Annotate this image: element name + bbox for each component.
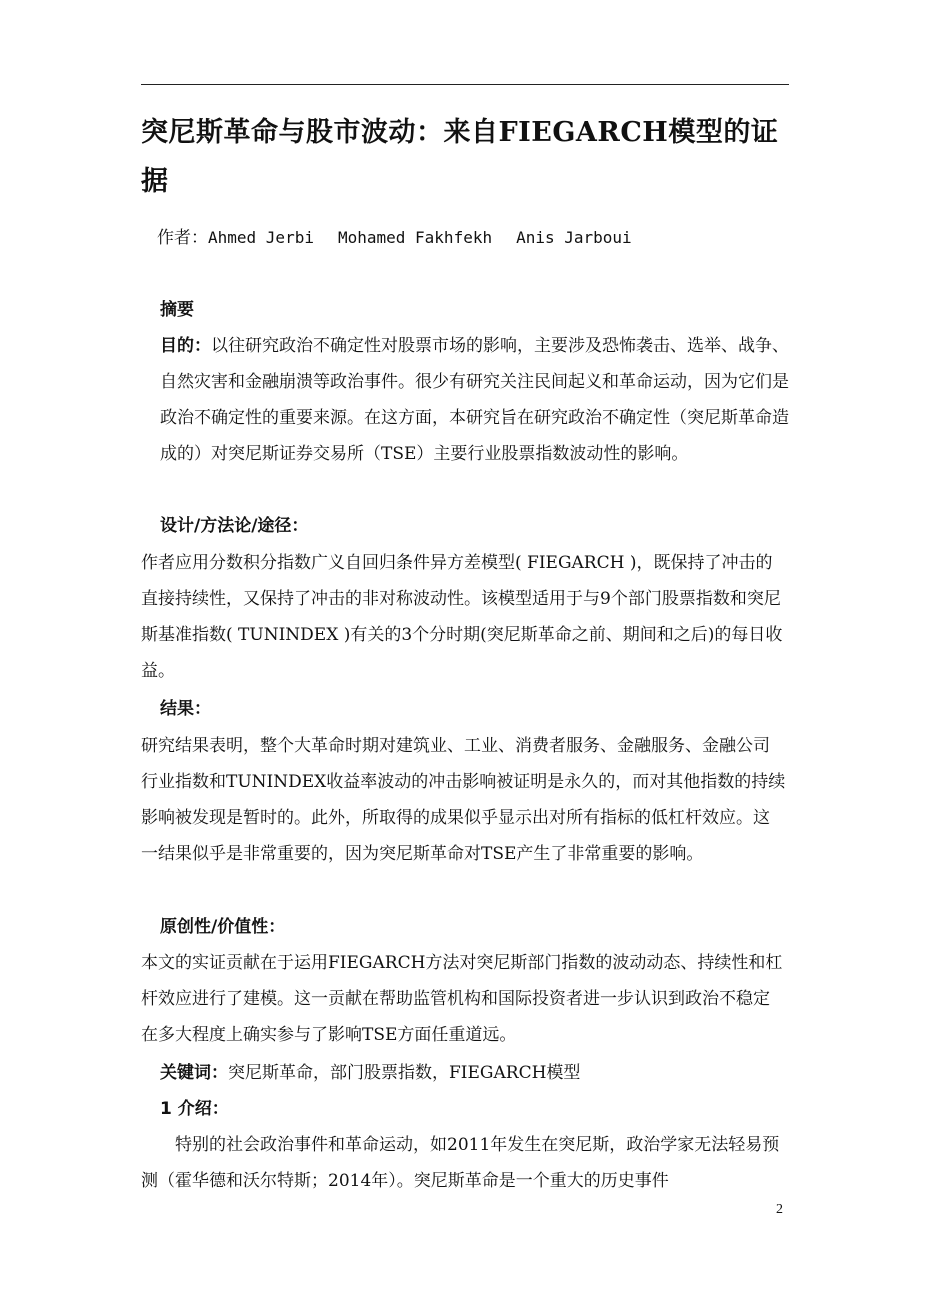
results-paragraph: 研究结果表明，整个大革命时期对建筑业、工业、消费者服务、金融服务、金融公司行业指数和TUNINDEX收益率波动的冲击影响被证明是永久的，而对其他指数的持续影响被发现是暂时的。此外，所取得的成果似乎显示出对所有指标的低杠杆效应。这一结果似乎是非常重要的，因为突尼斯革命对TSE产生了非常重要的影响。 [141,736,786,864]
originality-heading-block [141,909,805,945]
originality-label: 原创性/价值性： [160,917,286,937]
intro-heading: 1 介绍： [160,1099,229,1119]
author-name: Ahmed Jerbi [208,228,314,247]
author-line [157,226,632,250]
page-number: 2 [776,1202,783,1217]
keywords-label: 关键词： [160,1063,228,1083]
design-heading-block [141,508,805,544]
originality-paragraph: 本文的实证贡献在于运用FIEGARCH方法对突尼斯部门指数的波动动态、持续性和杠杆效应进行了建模。这一贡献在帮助监管机构和国际投资者进一步认识到政治不稳定在多大程度上确实参与了影响TSE方面任重道远。 [141,953,783,1045]
authors-prefix: 作者： [157,228,208,248]
intro-heading-block [141,1091,805,1127]
design-paragraph: 作者应用分数积分指数广义自回归条件异方差模型( FIEGARCH )，既保持了冲击的直接持续性，又保持了冲击的非对称波动性。该模型适用于与9个部门股票指数和突尼斯基准指数( TUNINDEX )有关的3个分时期(突尼斯革命之前、期间和之后)的每日收益。 [141,553,783,681]
keywords-line [141,1055,805,1091]
intro-paragraph: 特别的社会政治事件和革命运动，如2011年发生在突尼斯，政治学家无法轻易预测（霍华德和沃尔特斯；2014年）。突尼斯革命是一个重大的历史事件 [141,1135,780,1191]
keywords-text: 突尼斯革命，部门股票指数，FIEGARCH模型 [228,1063,581,1083]
abstract-heading: 摘要 [160,300,194,320]
results-label: 结果： [160,699,211,719]
author-name: Anis Jarboui [516,228,632,247]
design-label: 设计/方法论/途径： [160,516,309,536]
paper-title: 突尼斯革命与股市波动：来自FIEGARCH模型的证据 [141,117,779,197]
abstract-heading-block [141,292,805,328]
results-heading-block [141,691,805,727]
author-name: Mohamed Fakhfekh [337,228,493,247]
header-rule [141,84,789,85]
purpose-text: 以往研究政治不确定性对股票市场的影响，主要涉及恐怖袭击、选举、战争、自然灾害和金融崩溃等政治事件。很少有研究关注民间起义和革命运动，因为它们是政治不确定性的重要来源。在这方面，本研究旨在研究政治不确定性（突尼斯革命造成的）对突尼斯证券交易所（TSE）主要行业股票指数波动性的影响。 [160,336,789,464]
purpose-paragraph [141,328,805,472]
purpose-label: 目的： [160,336,211,356]
